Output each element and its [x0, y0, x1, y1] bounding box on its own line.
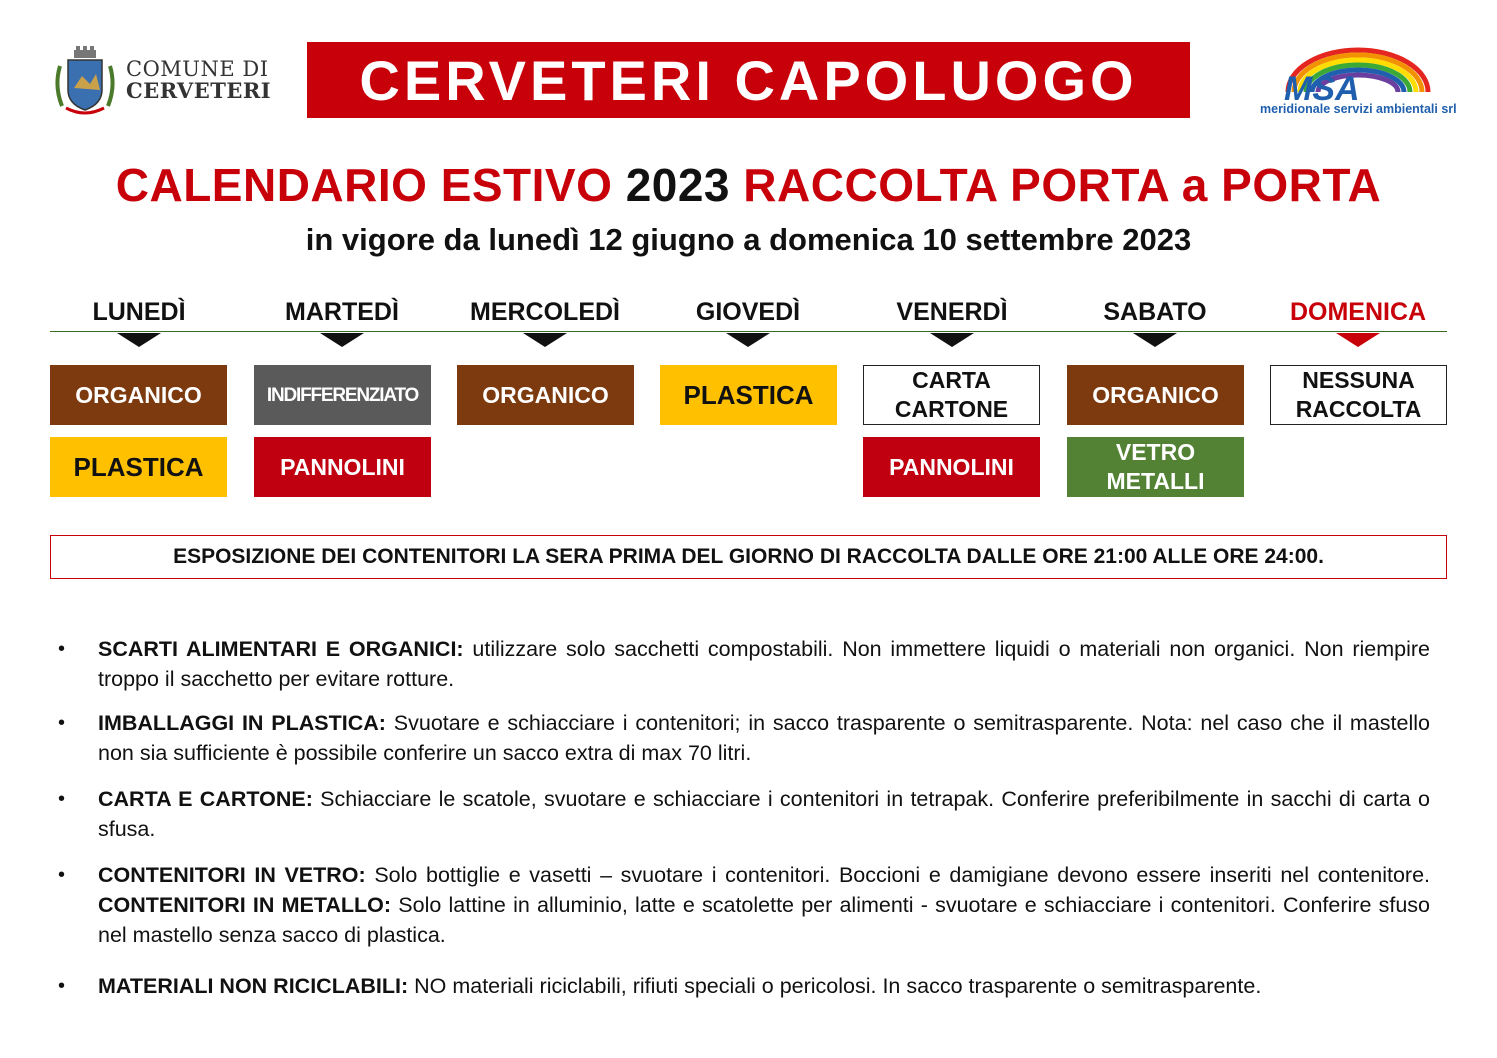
- rule-text: NO materiali riciclabili, rifiuti speciali o pericolosi. In sacco trasparente o semitrasparente.: [408, 974, 1262, 998]
- bullet-icon: •: [58, 788, 66, 810]
- waste-pannolini-venerdi: PANNOLINI: [863, 437, 1040, 497]
- waste-plastica-lunedi: PLASTICA: [50, 437, 227, 497]
- rule-text-metallo: Solo lattine in alluminio, latte e scatolette per alimenti - svuotare e schiacciare i contenitori. Conferire sfuso nel mastello senza sacco di plastica.: [98, 893, 1430, 947]
- bullet-icon: •: [58, 975, 66, 997]
- rule-label: MATERIALI NON RICICLABILI:: [98, 974, 409, 998]
- rule-label: IMBALLAGGI IN PLASTICA:: [98, 711, 386, 735]
- rule-label: SCARTI ALIMENTARI E ORGANICI:: [98, 637, 464, 661]
- rule-vetro-metallo: [58, 860, 1430, 950]
- day-label-martedi: MARTEDÌ: [285, 298, 399, 326]
- day-label-domenica: DOMENICA: [1289, 298, 1427, 326]
- arrow-down-icon: [726, 333, 770, 347]
- rule-text: utilizzare solo sacchetti compostabili. Non immettere liquidi o materiali non organici. Non riempire troppo il sacchetto per evitare rotture.: [98, 637, 1430, 691]
- arrow-down-icon: [523, 333, 567, 347]
- msa-logo-text: MSA: [1284, 70, 1360, 108]
- rule-text: Solo bottiglie e vasetti – svuotare i contenitori. Boccioni e damigiane devono essere inseriti nel contenitore.: [365, 863, 1430, 887]
- banner-title: CERVETERI CAPOLUOGO: [307, 42, 1190, 118]
- arrow-down-icon: [930, 333, 974, 347]
- waste-organico-mercoledi: ORGANICO: [457, 365, 634, 425]
- waste-indifferenziato-martedi: INDIFFERENZIATO: [254, 365, 431, 425]
- comune-line1: COMUNE DI: [126, 57, 269, 81]
- arrow-down-icon: [1133, 333, 1177, 347]
- exposure-notice: ESPOSIZIONE DEI CONTENITORI LA SERA PRIMA DEL GIORNO DI RACCOLTA DALLE ORE 21:00 ALLE ORE 24:00.: [50, 535, 1447, 579]
- day-label-giovedi: GIOVEDÌ: [695, 298, 801, 326]
- title-year: 2023: [625, 159, 731, 211]
- title-part2: RACCOLTA PORTA a PORTA: [730, 159, 1382, 211]
- waste-organico-sabato: ORGANICO: [1067, 365, 1244, 425]
- waste-vetro-sabato: VETRO METALLI: [1067, 437, 1244, 497]
- rule-label-metallo: CONTENITORI IN METALLO:: [98, 893, 392, 917]
- rule-plastica: [58, 708, 1430, 768]
- bullet-icon: •: [58, 638, 66, 660]
- waste-plastica-giovedi: PLASTICA: [660, 365, 837, 425]
- rule-label: CONTENITORI IN VETRO:: [98, 863, 366, 887]
- rule-text: Schiacciare le scatole, svuotare e schiacciare i contenitori in tetrapak. Conferire preferibilmente in sacchi di carta o sfusa.: [98, 787, 1430, 841]
- bullet-icon: •: [58, 712, 66, 734]
- comune-logo: [52, 46, 272, 122]
- rule-organico: [58, 634, 1430, 694]
- arrow-down-icon: [1336, 333, 1380, 347]
- page-subtitle: in vigore da lunedì 12 giugno a domenica 10 settembre 2023: [305, 222, 1192, 257]
- day-label-mercoledi: MERCOLEDÌ: [470, 298, 620, 326]
- waste-nessuna-domenica: NESSUNA RACCOLTA: [1270, 365, 1447, 425]
- crest-icon: [52, 46, 118, 120]
- day-header-rule: [50, 331, 1447, 332]
- day-label-venerdi: VENERDÌ: [896, 298, 1008, 326]
- rule-text: Svuotare e schiacciare i contenitori; in sacco trasparente o semitrasparente. Nota: nel caso che il mastello non sia sufficiente è possibile conferire un sacco extra di max 70 litri.: [98, 711, 1430, 765]
- rule-carta: [58, 784, 1430, 844]
- title-part1: CALENDARIO ESTIVO: [115, 159, 626, 211]
- waste-organico-lunedi: ORGANICO: [50, 365, 227, 425]
- msa-tagline: meridionale servizi ambientali srl: [1260, 102, 1457, 116]
- comune-line2: CERVETERI: [126, 78, 272, 103]
- day-label-lunedi: LUNEDÌ: [92, 298, 186, 326]
- rule-non-riciclabili: [58, 971, 1430, 1001]
- page-title: [0, 158, 1497, 212]
- msa-logo: [1258, 44, 1458, 120]
- day-label-sabato: SABATO: [1103, 298, 1207, 326]
- arrow-down-icon: [320, 333, 364, 347]
- waste-pannolini-martedi: PANNOLINI: [254, 437, 431, 497]
- arrow-down-icon: [117, 333, 161, 347]
- rule-label: CARTA E CARTONE:: [98, 787, 313, 811]
- waste-carta-venerdi: CARTA CARTONE: [863, 365, 1040, 425]
- bullet-icon: •: [58, 864, 66, 886]
